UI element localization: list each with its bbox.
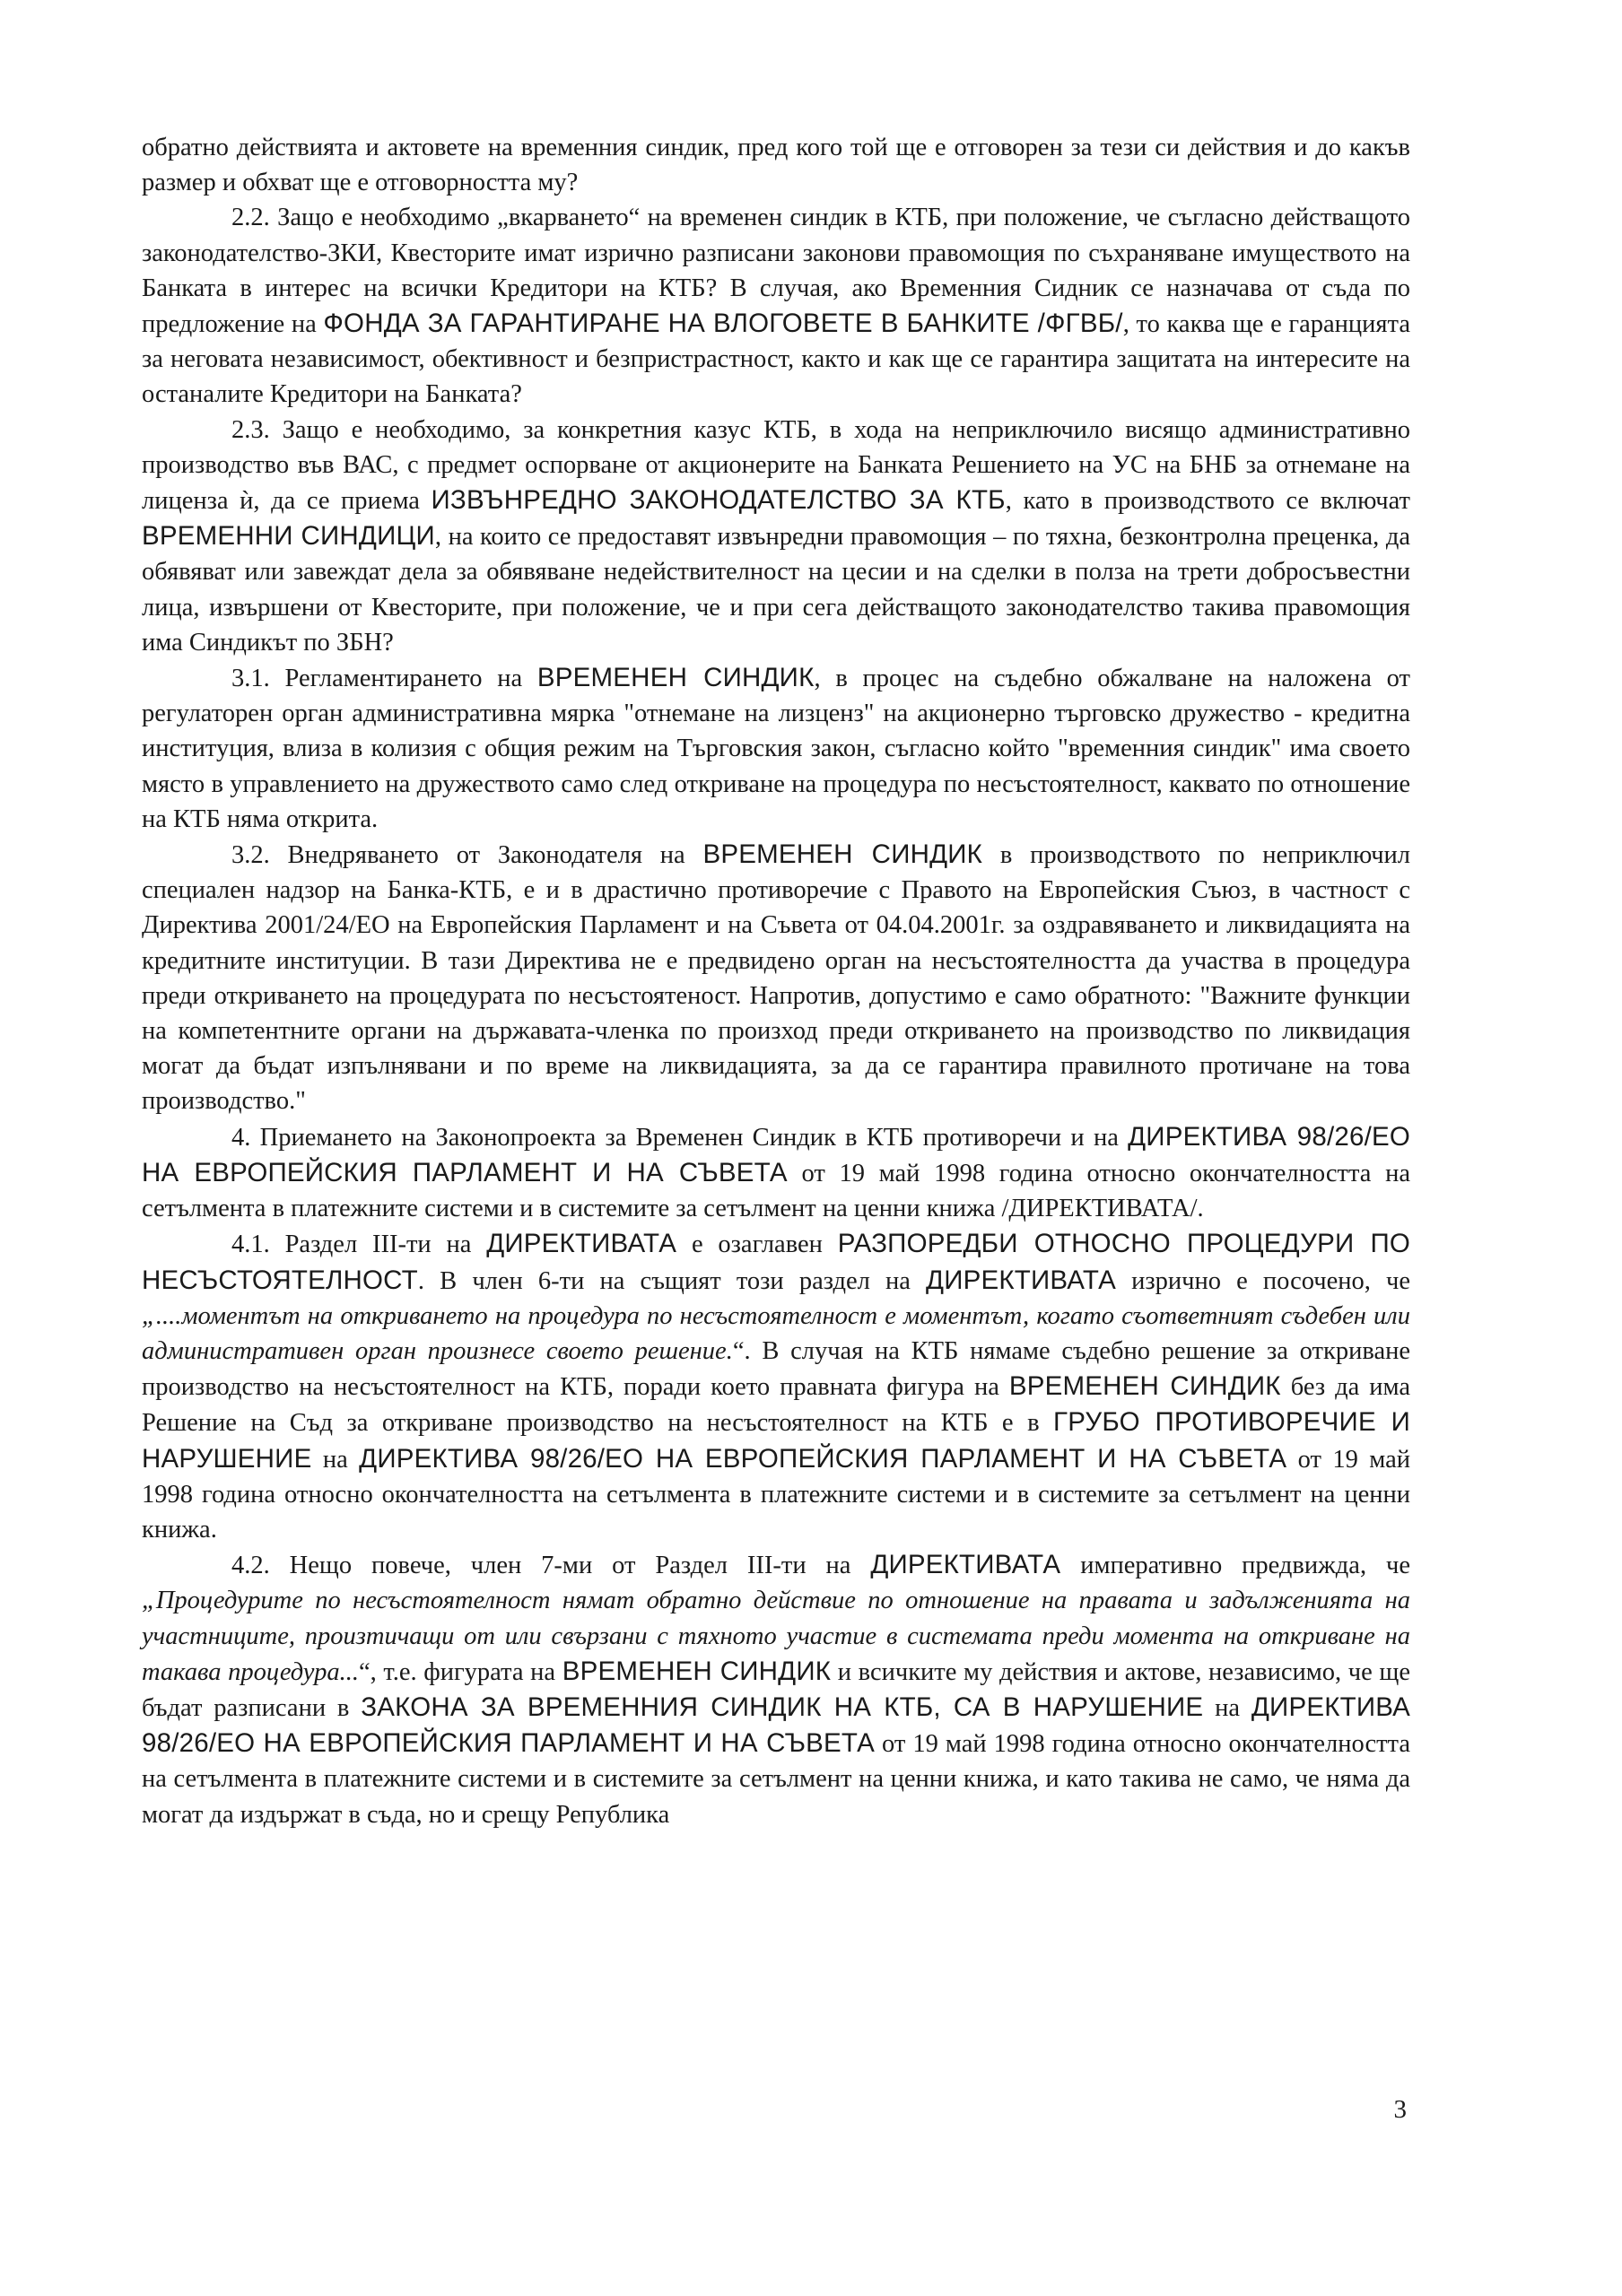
paragraph-text: . В член 6-ти на същият този раздел на xyxy=(417,1266,927,1295)
paragraph-text: и всичките му действия и актове, независимо, че ще бъдат разписани в xyxy=(142,1657,1410,1722)
emphasis-caps-text: ЗАКОНА ЗА ВРЕМЕННИЯ СИНДИК НА КТБ, СА В НАРУШЕНИЕ xyxy=(361,1692,1204,1722)
paragraph-text: 4. Приемането на Законопроекта за Временен Синдик в КТБ противоречи и на xyxy=(231,1123,1129,1152)
paragraph-text: на xyxy=(1203,1693,1251,1722)
paragraph xyxy=(142,413,1410,660)
quote-text: „....моментът на откриването на процедура по несъстоятелност е моментът, когато съответният съдебен или административен орган произнесе своето решение. xyxy=(142,1301,1410,1365)
paragraph-text: 4.2. Нещо повече, член 7-ми от Раздел III-ти на xyxy=(231,1552,871,1580)
paragraph-text: , на които се предоставят извънредни правомощия – по тяхна, безконтролна преценка, да обявяват или завеждат дела за обявяване недействителност на цесии и на сделки в полза на трети добросъвестни лица, извършени от Квесторите, при положение, че и при сега действащото законодателство такива правомощия има Синдикът по ЗБН? xyxy=(142,523,1410,657)
paragraph xyxy=(142,837,1410,1119)
emphasis-caps-text: ВРЕМЕННИ СИНДИЦИ xyxy=(142,521,435,552)
emphasis-caps-text: ВРЕМЕНЕН СИНДИК xyxy=(562,1656,832,1686)
paragraph-text: “, т.е. фигурата на xyxy=(358,1657,562,1686)
paragraph-text: , в процес на съдебно обжалване на наложена от регулаторен орган административна мярка "отнемане на лизценз" на акционерно търговско дружество - кредитна институция, влиза в колизия с общия режим на Търговския закон, съгласно който "временния синдик" има своето място в управлението на дружеството само след откриване на процедура по несъстоятелност, каквато по отношение на КТБ няма открита. xyxy=(142,665,1410,833)
paragraph-text: е озаглавен xyxy=(676,1231,838,1259)
emphasis-caps-text: ДИРЕКТИВА 98/26/ЕО НА ЕВРОПЕЙСКИЯ ПАРЛАМЕНТ И НА СЪВЕТА xyxy=(142,1692,1410,1759)
emphasis-caps-text: ДИРЕКТИВАТА xyxy=(870,1550,1061,1580)
emphasis-caps-text: ИЗВЪНРЕДНО ЗАКОНОДАТЕЛСТВО ЗА КТБ xyxy=(431,485,1006,516)
paragraph-text: , то каква ще е гаранцията за неговата независимост, обективност и безпристрастност, както и как ще се гарантира защитата на интересите на останалите Кредитори на Банката? xyxy=(142,310,1410,409)
emphasis-caps-text: РАЗПОРЕДБИ ОТНОСНО ПРОЦЕДУРИ ПО НЕСЪСТОЯТЕЛНОСТ xyxy=(142,1229,1410,1295)
paragraph-text: 2.2. Защо е необходимо „вкарването“ на временен синдик в КТБ, при положение, че съгласно действащото законодателство-ЗКИ, Квесторите имат изрично разписани законови правомощия по съхраняване имуществото на Банката в интерес на всички Кредитори на КТБ? В случая, ако Временния Сидник се назначава от съда по предложение на xyxy=(142,204,1410,339)
paragraph-text: от 19 май 1998 година относно окончателността на сетълмента в платежните системи и в системите за сетълмент на ценни книжа /ДИРЕКТИВАТА/. xyxy=(142,1159,1410,1223)
emphasis-caps-text: ДИРЕКТИВАТА xyxy=(926,1265,1116,1295)
paragraph-text: 3.1. Регламентирането на xyxy=(231,665,537,693)
emphasis-caps-text: ГРУБО ПРОТИВОРЕЧИЕ И НАРУШЕНИЕ xyxy=(142,1407,1410,1474)
paragraph-text: в производството по неприключил специален надзор на Банка-КТБ, е и в драстично противоречие с Правото на Европейския Съюз, в частност с Директива 2001/24/ЕО на Европейския Парламент и на Съвета от 04.04.2001г. за оздравяването и ликвидацията на кредитните институции. В тази Директива не е предвидено орган на несъстоятелността да участва в процедура преди откриването на процедурата по несъстоятеност. Напротив, допустимо е само обратното: "Важните функции на компетентните органи на държавата-членка по произход преди откриването на производство по ликвидация могат да бъдат изпълнявани и по време на ликвидацията, за да се гарантира правилното протичане на това производство." xyxy=(142,841,1410,1116)
quote-text: „Процедурите по несъстоятелност нямат обратно действие по отношение на правата и задълженията на участниците, произтичащи от или свързани с тяхното участие в системата преди момента на откриване на такава процедура... xyxy=(142,1587,1410,1686)
emphasis-caps-text: ВРЕМЕНЕН СИНДИК xyxy=(702,839,983,870)
paragraph xyxy=(142,130,1410,200)
document-body xyxy=(142,130,1410,1832)
paragraph-text: 2.3. Защо е необходимо, за конкретния казус КТБ, в хода на неприключило висящо административно производство във ВАС, с предмет оспорване от акционерите на Банката Решението на УС на БНБ за отнемане на лиценза ѝ, да се приема xyxy=(142,415,1410,516)
paragraph xyxy=(142,660,1410,837)
emphasis-caps-text: ДИРЕКТИВА 98/26/ЕО НА ЕВРОПЕЙСКИЯ ПАРЛАМЕНТ И НА СЪВЕТА xyxy=(359,1443,1287,1474)
page-number: 3 xyxy=(1393,2095,1407,2124)
paragraph-text: от 19 май 1998 година относно окончателността на сетълмента в платежните системи и в системите за сетълмент на ценни книжа, и като такива не само, че няма да могат да издържат в съда, но и срещу Република xyxy=(142,1730,1411,1829)
paragraph-text: обратно действията и актовете на временния синдик, пред кого той ще е отговорен за тези си действия и до какъв размер и обхват ще е отговорността му? xyxy=(142,134,1410,197)
paragraph-text: 3.2. Внедряването от Законодателя на xyxy=(231,841,703,870)
paragraph xyxy=(142,1119,1410,1227)
paragraph xyxy=(142,1226,1410,1547)
paragraph-text: без да има Решение на Съд за откриване производство на несъстоятелност на КТБ е в xyxy=(142,1373,1411,1438)
emphasis-caps-text: ДИРЕКТИВА 98/26/ЕО НА ЕВРОПЕЙСКИЯ ПАРЛАМЕНТ И НА СЪВЕТА xyxy=(142,1121,1410,1187)
paragraph-text: “. В случая на КТБ нямаме съдебно решение за откриване производство на несъстоятелност на КТБ, поради което правната фигура на xyxy=(142,1336,1410,1402)
paragraph xyxy=(142,1547,1410,1832)
paragraph-text: , като в производството се включат xyxy=(1005,487,1411,516)
paragraph xyxy=(142,200,1410,412)
paragraph-text: изрично е посочено, че xyxy=(1115,1266,1410,1295)
paragraph-text: императивно предвижда, че xyxy=(1060,1552,1410,1580)
emphasis-caps-text: ВРЕМЕНЕН СИНДИК xyxy=(1008,1371,1281,1402)
paragraph-text: 4.1. Раздел III-ти на xyxy=(231,1231,487,1259)
emphasis-caps-text: ФОНДА ЗА ГАРАНТИРАНЕ НА ВЛОГОВЕТЕ В БАНКИТЕ /ФГВБ/ xyxy=(323,309,1123,339)
emphasis-caps-text: ВРЕМЕНЕН СИНДИК xyxy=(536,663,815,693)
paragraph-text: от 19 май 1998 година относно окончателността на сетълмента в платежните системи и в системите за сетълмент на ценни книжа. xyxy=(142,1445,1411,1544)
paragraph-text: на xyxy=(311,1445,360,1474)
emphasis-caps-text: ДИРЕКТИВАТА xyxy=(486,1229,677,1259)
